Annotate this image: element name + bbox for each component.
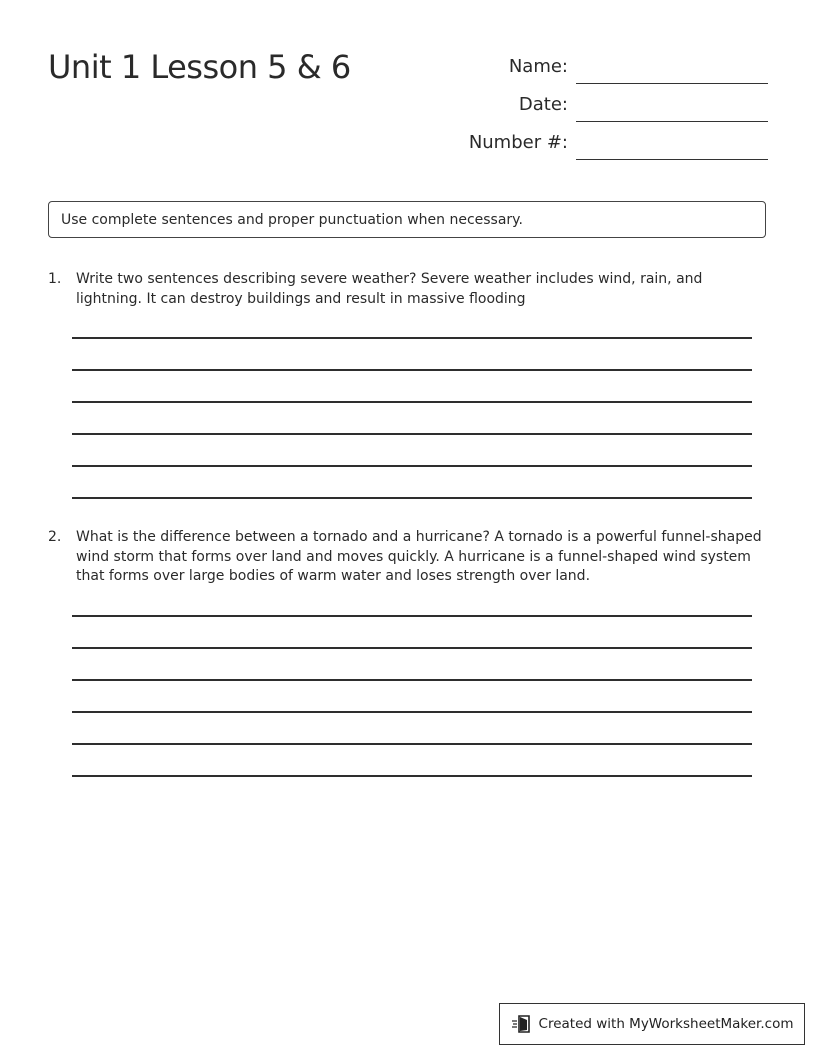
name-blank-line[interactable] [576, 61, 768, 84]
question-1 [48, 270, 768, 309]
answer-line[interactable] [72, 467, 752, 499]
date-label: Date: [518, 94, 568, 115]
instructions-box: Use complete sentences and proper punctuation when necessary. [48, 201, 766, 238]
answer-line[interactable] [72, 713, 752, 745]
worksheet-title: Unit 1 Lesson 5 & 6 [48, 48, 351, 86]
question-text: Write two sentences describing severe weather? Severe weather includes wind, rain, and lightning. It can destroy buildings and result in massive flooding [76, 271, 703, 307]
date-blank-line[interactable] [576, 99, 768, 122]
question-text: What is the difference between a tornado and a hurricane? A tornado is a powerful funnel-shaped wind storm that forms over land and moves quickly. A hurricane is a funnel-shaped wind system that forms over large bodies of warm water and loses strength over land. [76, 529, 762, 584]
answer-line[interactable] [72, 307, 752, 339]
answer-line[interactable] [72, 435, 752, 467]
answer-line[interactable] [72, 371, 752, 403]
answer-line[interactable] [72, 403, 752, 435]
answer-line[interactable] [72, 745, 752, 777]
answer-lines-1 [72, 307, 752, 499]
answer-line[interactable] [72, 681, 752, 713]
answer-line[interactable] [72, 339, 752, 371]
footer-text: Created with MyWorksheetMaker.com [538, 1016, 794, 1032]
answer-line[interactable] [72, 649, 752, 681]
answer-lines-2 [72, 585, 752, 777]
question-number: 2. [48, 529, 62, 545]
answer-line[interactable] [72, 617, 752, 649]
footer-badge[interactable] [499, 1003, 805, 1045]
question-number: 1. [48, 271, 62, 287]
name-label: Name: [508, 56, 568, 77]
name-field [368, 48, 768, 78]
number-label: Number #: [468, 132, 568, 153]
number-blank-line[interactable] [576, 137, 768, 160]
date-field [368, 86, 768, 116]
number-field [368, 124, 768, 154]
worksheet-logo-icon [511, 1014, 533, 1034]
question-2 [48, 528, 768, 587]
answer-line[interactable] [72, 585, 752, 617]
